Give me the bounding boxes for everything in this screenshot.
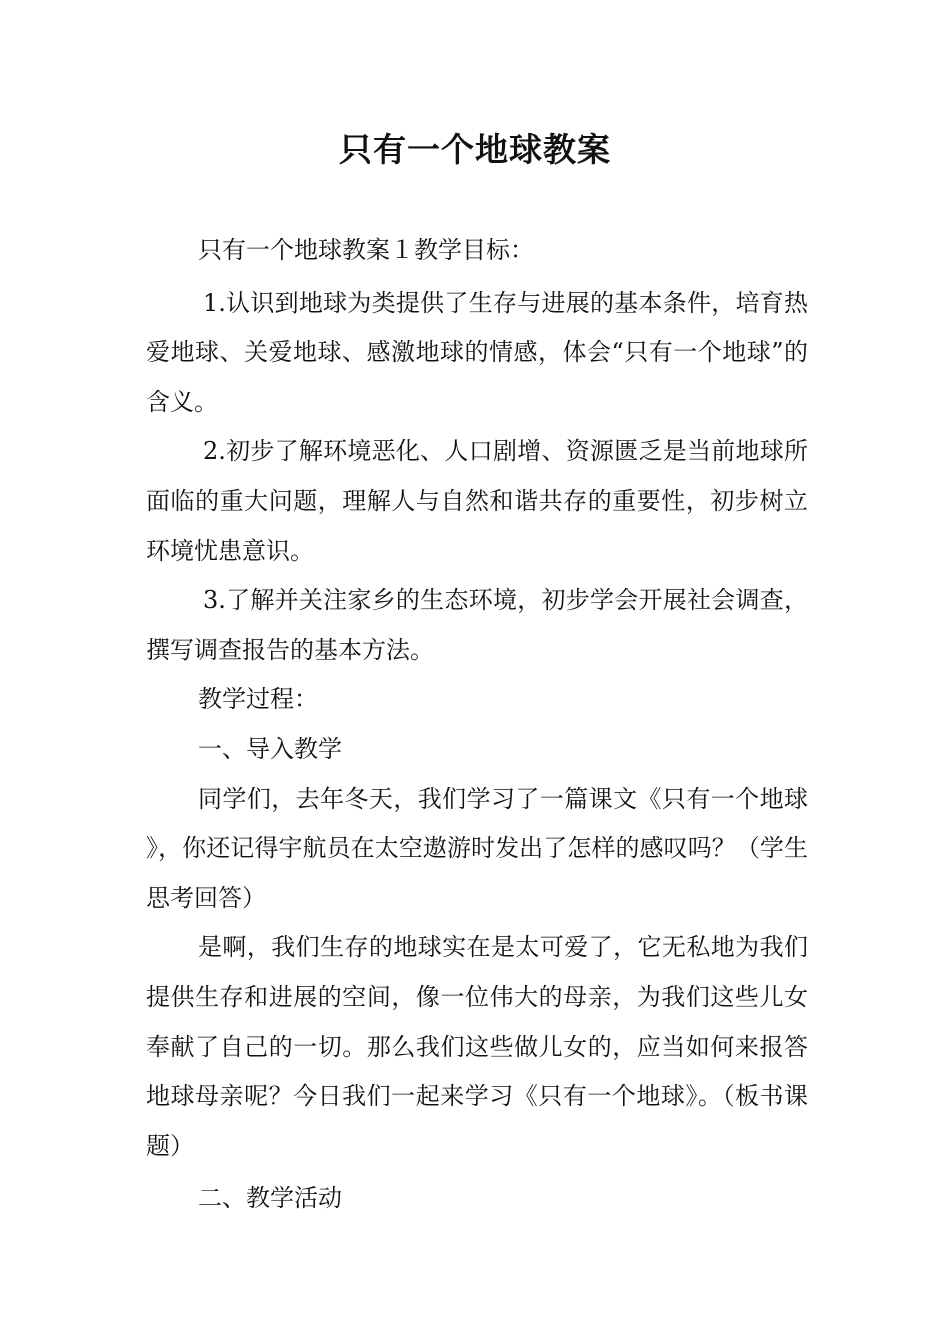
document-body bbox=[146, 226, 808, 1224]
paragraph-goal-1: 1.认识到地球为类提供了生存与进展的基本条件，培育热爱地球、关爱地球、感激地球的情感，体会“只有一个地球”的含义。 bbox=[146, 288, 808, 416]
paragraph-intro: 只有一个地球教案１教学目标： bbox=[198, 236, 534, 264]
paragraph-goal-3: 3.了解并关注家乡的生态环境，初步学会开展社会调查，撰写调查报告的基本方法。 bbox=[146, 586, 808, 664]
paragraph-lead-in-2: 是啊，我们生存的地球实在是太可爱了，它无私地为我们提供生存和进展的空间，像一位伟大的母亲，为我们这些儿女奉献了自己的一切。那么我们这些做儿女的，应当如何来报答地球母亲呢？今日我们一起来学习《只有一个地球》。（板书课题） bbox=[146, 933, 808, 1160]
paragraph-lead-in-1: 同学们，去年冬天，我们学习了一篇课文《只有一个地球》，你还记得宇航员在太空遨游时发出了怎样的感叹吗？（学生思考回答） bbox=[146, 784, 808, 912]
document-title: 只有一个地球教案 bbox=[339, 130, 611, 169]
paragraph-section-1-heading: 一、导入教学 bbox=[198, 734, 342, 763]
paragraph-process-heading: 教学过程： bbox=[198, 685, 318, 714]
paragraph-section-2-heading: 二、教学活动 bbox=[198, 1184, 342, 1213]
paragraph-goal-2: 2.初步了解环境恶化、人口剧增、资源匮乏是当前地球所面临的重大问题，理解人与自然和谐共存的重要性，初步树立环境忧患意识。 bbox=[146, 437, 808, 565]
